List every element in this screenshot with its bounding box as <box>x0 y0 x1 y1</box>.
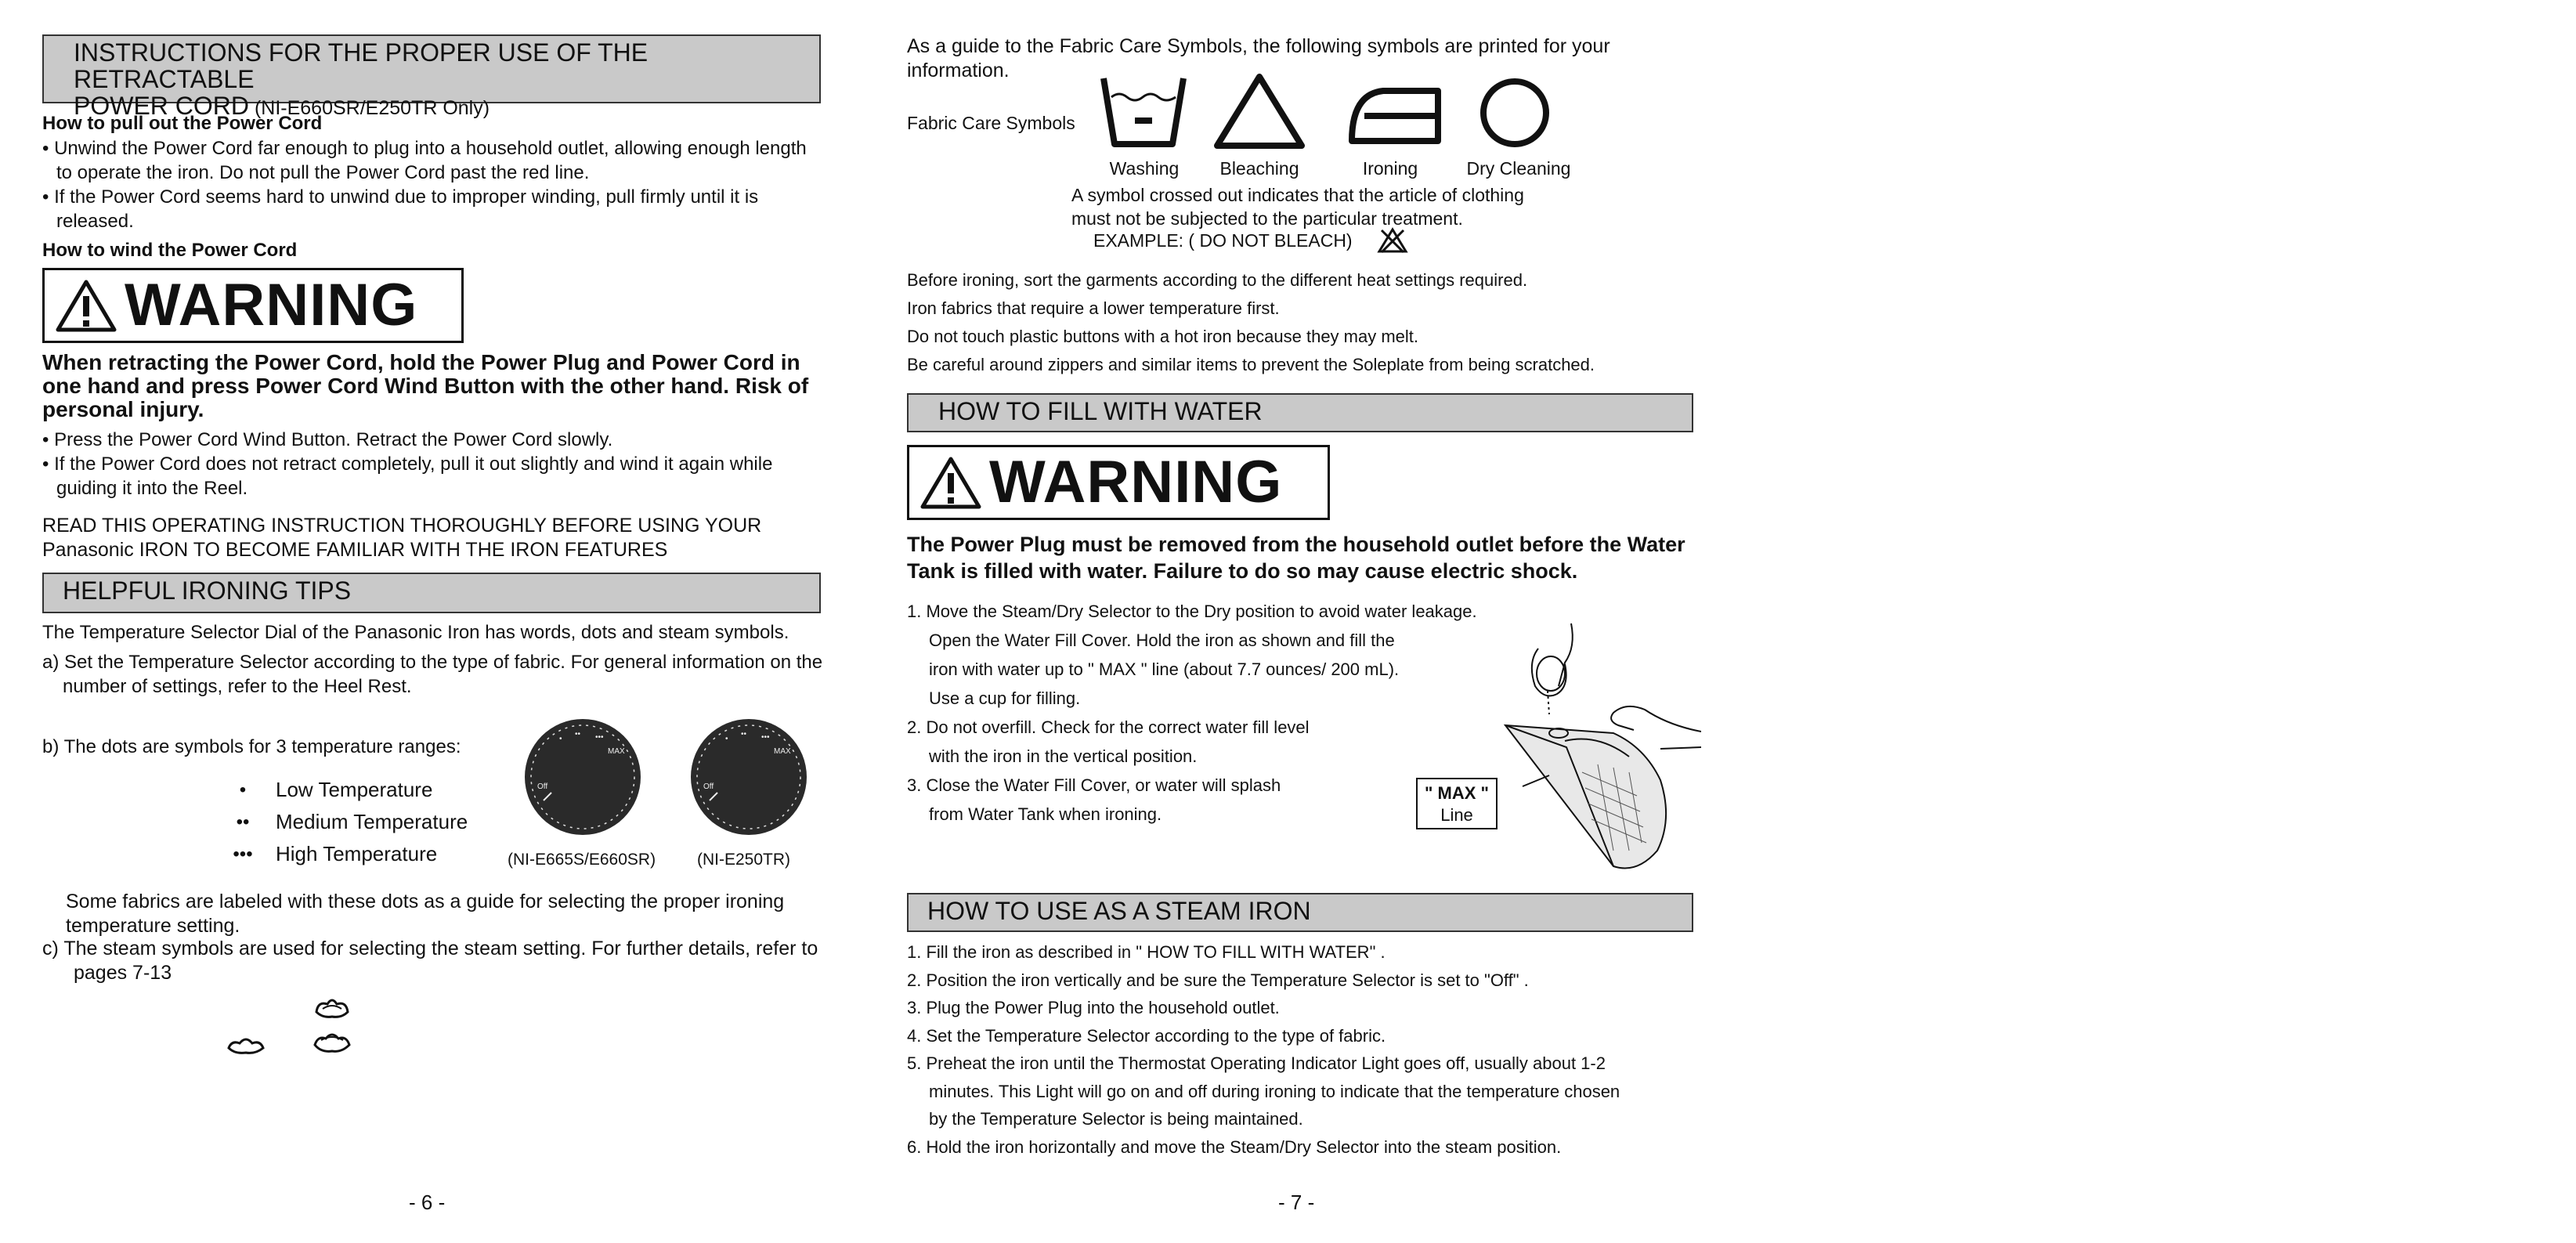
warning-word: WARNING <box>125 272 418 338</box>
do-not-bleach-icon <box>1377 227 1408 254</box>
low-temp-label: Low Temperature <box>276 778 433 801</box>
svg-text:•: • <box>725 735 728 743</box>
washing-symbol-icon <box>1100 74 1187 149</box>
dial-1-caption: (NI-E665S/E660SR) <box>508 851 656 869</box>
page-number: - 7 - <box>1278 1191 1315 1214</box>
before-note-1: Before ironing, sort the garments according to the different heat settings required. <box>907 270 1528 290</box>
temperature-dial-icon <box>520 714 645 840</box>
temperature-labels <box>276 774 511 870</box>
fill-step-1: 1. Move the Steam/Dry Selector to the Dry position to avoid water leakage. Open the Water Fill Cover. Hold the iron as shown and fill the iron with water up to " MAX " line (about 7.7 ounces/ 200 mL). Use a cup for filling. <box>907 602 1477 708</box>
steam-step-2: 2. Position the iron vertically and be sure the Temperature Selector is set to "Off" . <box>907 970 1529 990</box>
pull-cord-bullets <box>42 136 826 233</box>
wind-bullet-2: • If the Power Cord does not retract completely, pull it out slightly and wind it again while guiding it into the Reel. <box>42 453 773 499</box>
read-notice: READ THIS OPERATING INSTRUCTION THOROUGHLY BEFORE USING YOUR Panasonic IRON TO BECOME FAMILIAR WITH THE IRON FEATURES <box>42 515 762 561</box>
fill-step-2: 2. Do not overfill. Check for the correct water fill level with the iron in the vertical position. <box>907 717 1310 766</box>
svg-text:••: •• <box>741 730 747 739</box>
wind-bullet-1: • Press the Power Cord Wind Button. Retract the Power Cord slowly. <box>42 429 613 450</box>
steam-step-1: 1. Fill the iron as described in " HOW TO FILL WITH WATER" . <box>907 942 1386 962</box>
svg-text:•••: ••• <box>595 733 604 742</box>
temperature-dots <box>219 774 266 870</box>
high-temp-label: High Temperature <box>276 842 438 865</box>
tips-intro: The Temperature Selector Dial of the Panasonic Iron has words, dots and steam symbols. <box>42 622 789 643</box>
retractable-cord-section-title: INSTRUCTIONS FOR THE PROPER USE OF THE RETRACTABLE POWER CORD (NI-E660SR/E250TR Only) <box>42 34 821 103</box>
do-not-bleach-example: EXAMPLE: ( DO NOT BLEACH) <box>1093 230 1353 251</box>
page-number: - 6 - <box>409 1191 446 1214</box>
high-steam-icon <box>310 995 354 1065</box>
ironing-caption: Ironing <box>1362 158 1418 179</box>
ironing-symbol-icon <box>1344 78 1446 146</box>
washing-caption: Washing <box>1109 158 1180 179</box>
page-6 <box>41 0 832 1243</box>
svg-text:•••: ••• <box>761 733 770 742</box>
steam-step-5: 5. Preheat the iron until the Thermostat Operating Indicator Light goes off, usually about 1-2 minutes. This Light will go on and off during ironing to indicate that the temperature chosen by the Temperature Selector is being maintained. <box>907 1053 1620 1129</box>
cord-warning-text: When retracting the Power Cord, hold the Power Plug and Power Cord in one hand and press Power Cord Wind Button with the other hand. Risk of personal injury. <box>42 350 809 421</box>
svg-text:••: •• <box>575 730 581 739</box>
crossed-note-line-1: A symbol crossed out indicates that the article of clothing <box>1071 185 1524 205</box>
pull-bullet-1: • Unwind the Power Cord far enough to plug into a household outlet, allowing enough length to operate the iron. Do not pull the Power Cord past the red line. <box>42 138 807 183</box>
warning-word: WARNING <box>989 449 1283 515</box>
svg-text:MAX: MAX <box>608 747 625 756</box>
temperature-dial-icon <box>686 714 811 840</box>
crossed-note-line-2: must not be subjected to the particular treatment. <box>1071 208 1463 229</box>
before-ironing-notes <box>907 266 1698 379</box>
svg-text:Off: Off <box>703 782 714 791</box>
tip-a: a) Set the Temperature Selector according to the type of fabric. For general information on the number of settings, refer to the Heel Rest. <box>42 652 823 697</box>
fill-warning-text: The Power Plug must be removed from the household outlet before the Water Tank is filled with water. Failure to do so may cause electric shock. <box>907 533 1685 583</box>
wind-cord-bullets <box>42 428 826 500</box>
before-note-2: Iron fabrics that require a lower temperature first. <box>907 298 1280 318</box>
low-steam-icon <box>224 1029 268 1061</box>
steam-iron-section-title: HOW TO USE AS A STEAM IRON <box>907 893 1693 932</box>
bleaching-caption: Bleaching <box>1219 158 1299 179</box>
warning-label <box>907 445 1330 520</box>
dots-guide-note: Some fabrics are labeled with these dots as a guide for selecting the proper ironing temperature setting. <box>66 891 785 937</box>
ironing-tips-section-title: HELPFUL IRONING TIPS <box>42 573 821 613</box>
high-temp-dots: ••• <box>233 844 253 865</box>
dry-cleaning-symbol-icon <box>1477 75 1552 150</box>
tip-c: c) The steam symbols are used for selecting the steam setting. For further details, refer to pages 7-13 <box>42 938 818 984</box>
before-note-3: Do not touch plastic buttons with a hot iron because they may melt. <box>907 327 1419 346</box>
wind-cord-heading: How to wind the Power Cord <box>42 240 298 261</box>
warning-triangle-icon <box>56 279 117 332</box>
care-symbols-intro: As a guide to the Fabric Care Symbols, the following symbols are printed for your information. <box>907 35 1610 81</box>
steam-steps <box>907 938 1698 1161</box>
max-line-label: " MAX " Line <box>1416 778 1498 829</box>
before-note-4: Be careful around zippers and similar items to prevent the Soleplate from being scratched. <box>907 355 1595 374</box>
svg-text:•: • <box>559 735 562 743</box>
pull-bullet-2: • If the Power Cord seems hard to unwind due to improper winding, pull firmly until it is released. <box>42 186 759 232</box>
steam-step-4: 4. Set the Temperature Selector according to the type of fabric. <box>907 1025 1386 1046</box>
iron-filling-illustration <box>1472 616 1701 882</box>
svg-text:Off: Off <box>537 782 548 791</box>
fill-step-3: 3. Close the Water Fill Cover, or water will splash from Water Tank when ironing. <box>907 775 1281 824</box>
warning-label <box>42 268 464 343</box>
fill-water-section-title: HOW TO FILL WITH WATER <box>907 393 1693 432</box>
medium-temp-dots: •• <box>236 811 250 833</box>
tip-b: b) The dots are symbols for 3 temperature ranges: <box>42 736 461 757</box>
care-symbols-label: Fabric Care Symbols <box>907 113 1075 133</box>
dial-2-caption: (NI-E250TR) <box>697 851 791 869</box>
page-7 <box>907 0 1703 1243</box>
svg-text:MAX: MAX <box>774 747 791 756</box>
bleaching-symbol-icon <box>1212 72 1306 150</box>
low-temp-dots: • <box>239 779 247 800</box>
pull-cord-heading: How to pull out the Power Cord <box>42 113 323 134</box>
warning-triangle-icon <box>920 456 981 509</box>
medium-temp-label: Medium Temperature <box>276 810 468 833</box>
dry-cleaning-caption: Dry Cleaning <box>1466 158 1571 179</box>
steam-step-3: 3. Plug the Power Plug into the household outlet. <box>907 998 1280 1017</box>
steam-step-6: 6. Hold the iron horizontally and move the Steam/Dry Selector into the steam position. <box>907 1136 1562 1157</box>
